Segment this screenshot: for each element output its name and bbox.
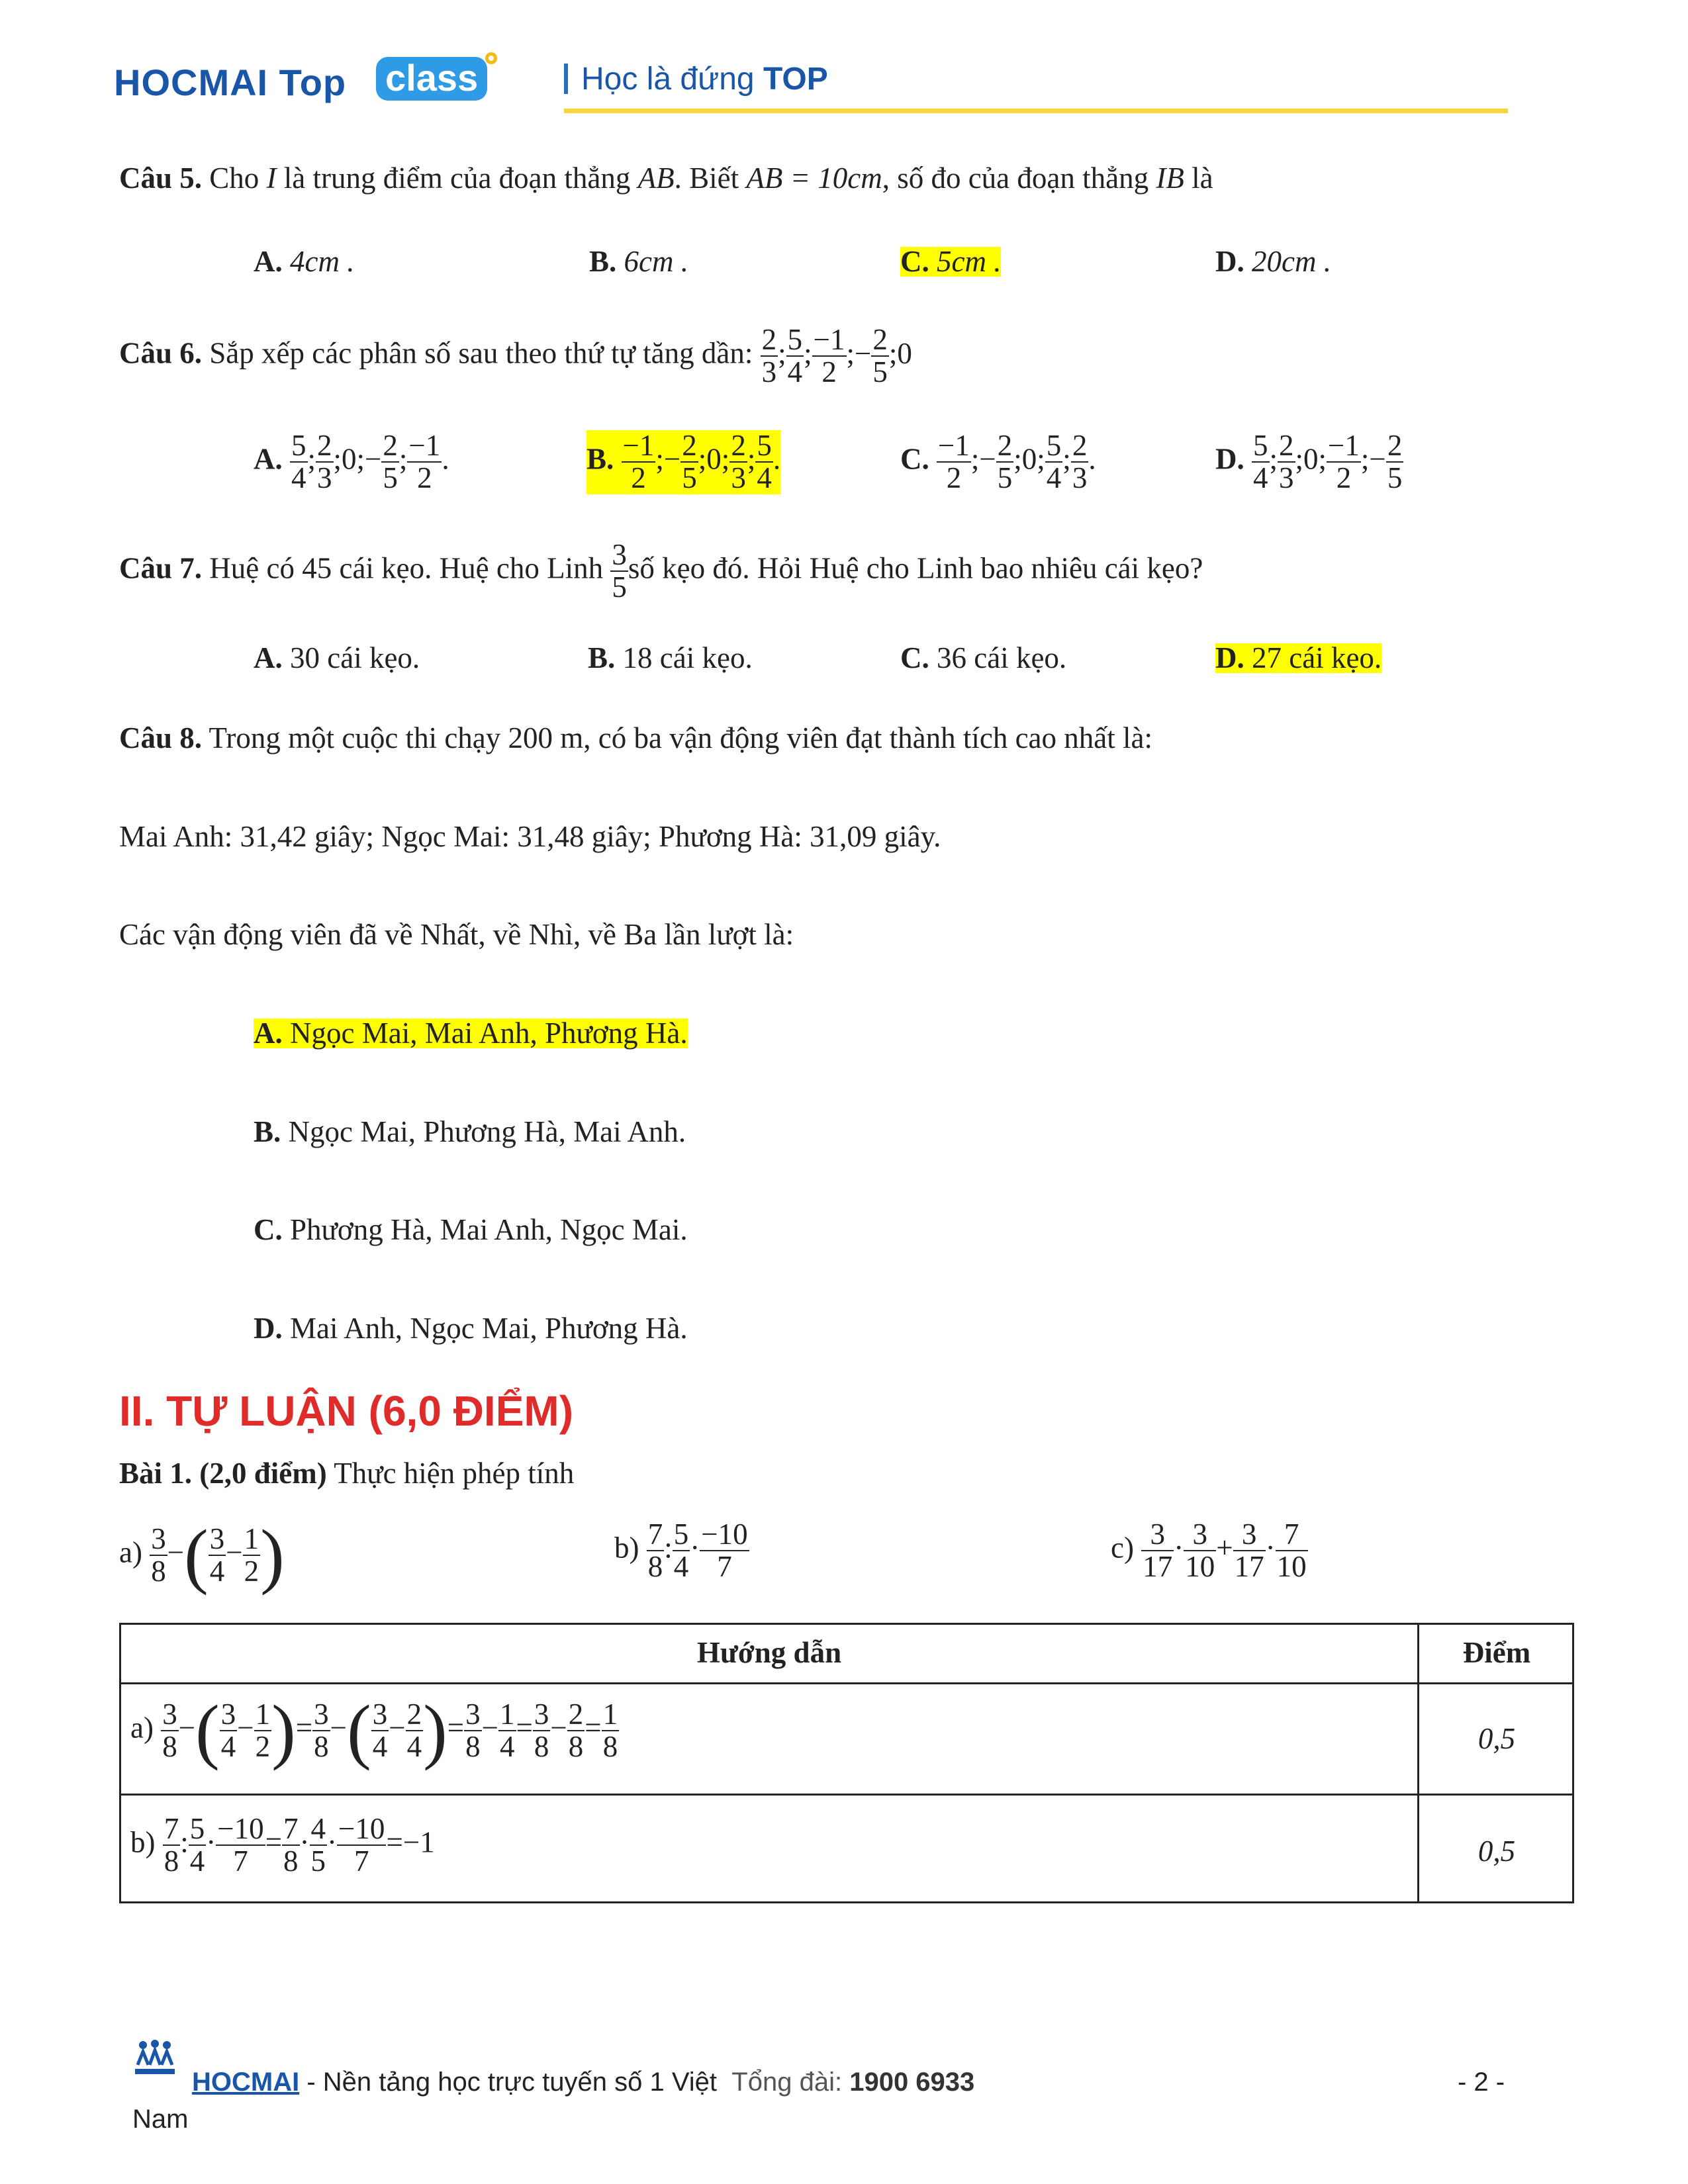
question-7: Câu 7. Huệ có 45 cái kẹo. Huệ cho Linh $\frac{3}{5}$ số kẹo đó. Hỏi Huệ cho Linh bao nhiêu cái kẹo? xyxy=(119,538,1203,604)
footer-wrap-text: Nam xyxy=(132,2105,189,2134)
q8-option-a[interactable]: A. Ngọc Mai, Mai Anh, Phương Hà. xyxy=(254,1017,688,1050)
q7-option-a[interactable]: A. 30 cái kẹo. xyxy=(254,641,420,674)
page-number: - 2 - xyxy=(1458,2068,1505,2097)
header-slogan: Học là đứng TOP xyxy=(581,62,828,97)
q8-question: Các vận động viên đã về Nhất, về Nhì, về Ba lần lượt là: xyxy=(119,918,794,951)
q8-option-c[interactable]: C. Phương Hà, Mai Anh, Ngọc Mai. xyxy=(254,1213,688,1246)
sun-icon xyxy=(482,49,500,68)
table-row-a-solution: a) $\frac{3}{8}$ −( $\frac{3}{4}$ − $\frac{1}{2}$ )= $\frac{3}{8}$ −( $\frac{3}{4}$ − $\frac{2}{4}$ )= $\frac{3}{8}$ − $\frac{1}{4}$ = $\frac{3}{8}$ − $\frac{2}{8}$ = $\frac{1}{8}$ xyxy=(130,1690,618,1771)
q8-option-b[interactable]: B. Ngọc Mai, Phương Hà, Mai Anh. xyxy=(254,1115,686,1148)
question-6: Câu 6. Sắp xếp các phân số sau theo thứ tự tăng dần: $\frac{2}{3}$ ; $\frac{5}{4}$ ; $\frac{-1}{2}$ ;− $\frac{2}{5}$ ;0 xyxy=(119,323,912,389)
q6-option-c[interactable]: C. $\frac{-1}{2}$ ;− $\frac{2}{5}$ ;0; $\frac{5}{4}$ ; $\frac{2}{3}$ . xyxy=(900,429,1096,495)
q6-option-a[interactable]: A. $\frac{5}{4}$ ; $\frac{2}{3}$ ;0;− $\frac{2}{5}$ ; $\frac{-1}{2}$ . xyxy=(254,429,449,495)
hocmai-people-icon xyxy=(131,2038,179,2078)
q8-option-d[interactable]: D. Mai Anh, Ngọc Mai, Phương Hà. xyxy=(254,1312,688,1345)
table-row-rule xyxy=(121,1794,1572,1796)
question-8: Câu 8. Trong một cuộc thi chạy 200 m, có ba vận động viên đạt thành tích cao nhất là: xyxy=(119,721,1152,754)
q7-option-d[interactable]: D. 27 cái kẹo. xyxy=(1215,641,1382,674)
footer-brand-link[interactable]: HOCMAI xyxy=(192,2068,300,2097)
bai-1-part-a: a) $\frac{3}{8}$ −( $\frac{3}{4}$ − $\frac{1}{2}$ ) xyxy=(119,1515,285,1596)
q5-option-c[interactable]: C. 5cm . xyxy=(900,245,1002,278)
hocmai-logo: HOCMAI Top xyxy=(114,62,347,103)
table-header-points: Điểm xyxy=(1462,1636,1531,1669)
question-5: Câu 5. Cho I là trung điểm của đoạn thẳng AB. Biết AB = 10cm, số đo của đoạn thẳng IB là xyxy=(119,161,1213,195)
table-row-b-solution: b) $\frac{7}{8}$ : $\frac{5}{4}$ · $\frac{-10}{7}$ = $\frac{7}{8}$ · $\frac{4}{5}$ · $\frac{-10}{7}$ =−1 xyxy=(130,1812,435,1878)
q7-option-b[interactable]: B. 18 cái kẹo. xyxy=(588,641,753,674)
solution-table xyxy=(119,1623,1574,1903)
q6-option-b[interactable]: B. $\frac{-1}{2}$ ;− $\frac{2}{5}$ ;0; $\frac{2}{3}$ ; $\frac{5}{4}$ . xyxy=(586,429,781,495)
q5-option-d[interactable]: D. 20cm . xyxy=(1215,245,1331,278)
header-separator xyxy=(564,64,568,94)
footer-text: HOCMAI - Nền tảng học trực tuyến số 1 Việt Tổng đài: 1900 6933 xyxy=(192,2068,975,2097)
table-header-guide: Hướng dẫn xyxy=(696,1636,842,1669)
table-header-rule xyxy=(121,1682,1572,1684)
header-underline xyxy=(564,109,1508,113)
q8-results: Mai Anh: 31,42 giây; Ngọc Mai: 31,48 giây; Phương Hà: 31,09 giây. xyxy=(119,820,941,853)
logo-class-badge: class xyxy=(376,57,487,101)
q6-option-d[interactable]: D. $\frac{5}{4}$ ; $\frac{2}{3}$ ;0; $\frac{-1}{2}$ ;− $\frac{2}{5}$ xyxy=(1215,429,1403,495)
bai-1-part-c: c) $\frac{3}{17}$ · $\frac{3}{10}$ + $\frac{3}{17}$ · $\frac{7}{10}$ xyxy=(1111,1518,1307,1584)
table-row-a-points: 0,5 xyxy=(1477,1722,1516,1755)
q5-option-a[interactable]: A. 4cm . xyxy=(254,245,355,278)
q7-option-c[interactable]: C. 36 cái kẹo. xyxy=(900,641,1067,674)
q5-option-b[interactable]: B. 6cm . xyxy=(589,245,688,278)
section-2-title: II. TỰ LUẬN (6,0 ĐIỂM) xyxy=(119,1387,573,1435)
bai-1-part-b: b) $\frac{7}{8}$ : $\frac{5}{4}$ · $\frac{-10}{7}$ xyxy=(614,1518,748,1584)
bai-1-heading: Bài 1. (2,0 điểm) Thực hiện phép tính xyxy=(119,1457,575,1490)
table-row-b-points: 0,5 xyxy=(1477,1835,1516,1868)
